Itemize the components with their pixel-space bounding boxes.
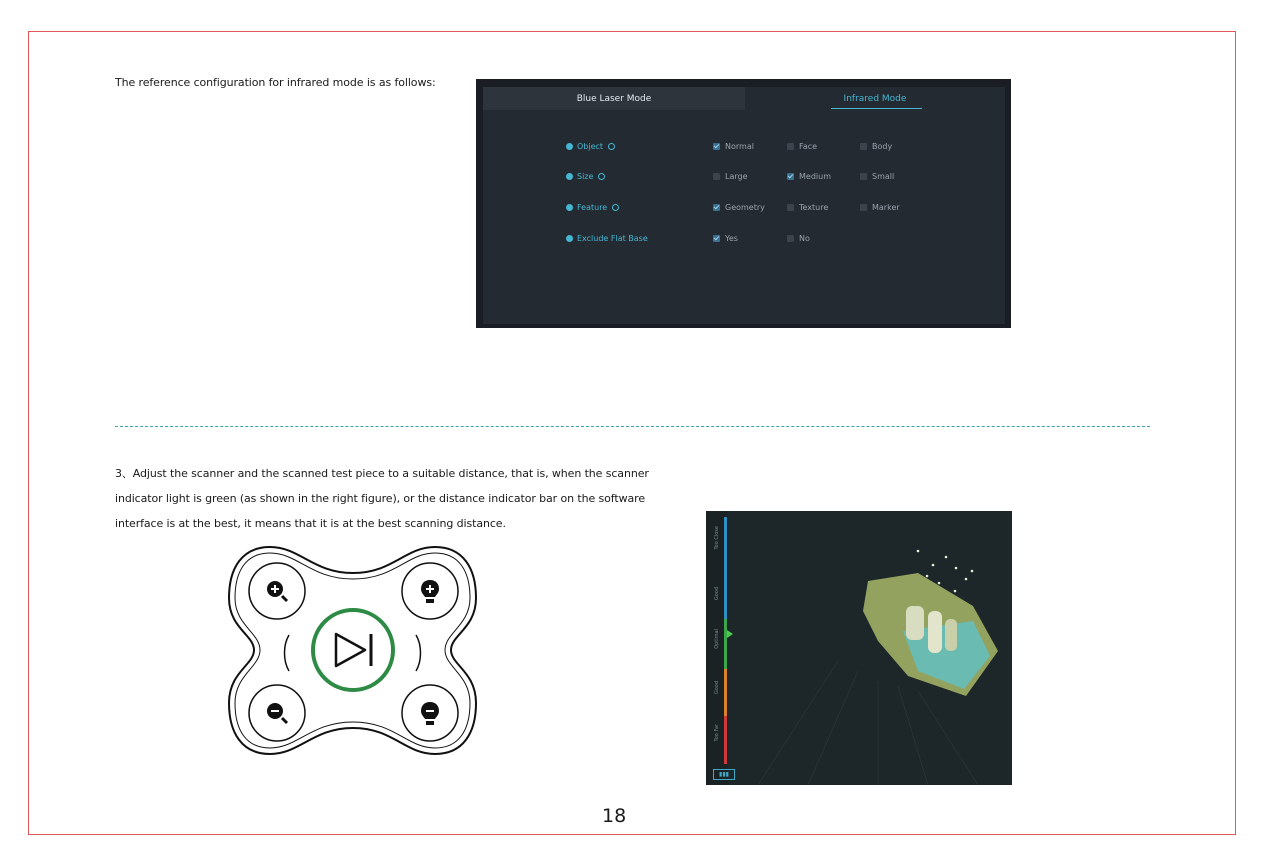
option-row (483, 231, 1005, 245)
bulb-minus-icon (421, 702, 439, 725)
scanner-button-panel (225, 543, 480, 758)
checkbox-unchecked-icon[interactable] (860, 143, 867, 150)
checkbox-unchecked-icon[interactable] (860, 204, 867, 211)
tab-label: Blue Laser Mode (576, 93, 652, 104)
checkbox-unchecked-icon[interactable] (787, 204, 794, 211)
checkbox-unchecked-icon[interactable] (787, 143, 794, 150)
distance-segment-too-far (724, 716, 727, 764)
step-line: interface is at the best, it means that it is at the best scanning distance. (115, 517, 506, 530)
segment-label: Good (714, 587, 720, 601)
active-tab-underline (831, 108, 922, 109)
option-label-text: Exclude Flat Base (577, 233, 648, 243)
distance-segment-good-far (724, 669, 727, 716)
option-category-icon (566, 204, 573, 211)
option-checkbox[interactable] (787, 139, 817, 153)
checkbox-unchecked-icon[interactable] (860, 173, 867, 180)
option-category-icon (566, 235, 573, 242)
segment-label: Too Far (714, 724, 720, 742)
option-label (566, 169, 605, 183)
checkbox-unchecked-icon[interactable] (713, 173, 720, 180)
section-divider (115, 426, 1150, 427)
tab-infrared-mode[interactable] (745, 87, 1005, 110)
option-category-icon (566, 143, 573, 150)
step-paragraph (115, 461, 685, 536)
status-indicator-ring (313, 610, 393, 690)
checkbox-unchecked-icon[interactable] (787, 235, 794, 242)
option-checkbox[interactable] (713, 200, 765, 214)
distance-segment-optimal (724, 619, 727, 669)
option-checkbox[interactable] (713, 231, 738, 245)
checkbox-label: Yes (725, 233, 738, 243)
segment-label: Too Close (714, 526, 720, 550)
option-checkbox[interactable] (713, 139, 754, 153)
checkbox-label: Medium (799, 171, 831, 181)
checkbox-label: Body (872, 141, 893, 151)
help-icon[interactable] (608, 143, 615, 150)
step-line: indicator light is green (as shown in the right figure), or the distance indicator bar on the software (115, 492, 645, 505)
checkbox-label: Marker (872, 202, 900, 212)
option-checkbox[interactable] (713, 169, 748, 183)
option-label-text: Size (577, 171, 594, 181)
checkbox-checked-icon[interactable] (787, 173, 794, 180)
checkbox-label: Normal (725, 141, 754, 151)
help-icon[interactable] (598, 173, 605, 180)
checkbox-checked-icon[interactable] (713, 235, 720, 242)
segment-label: Optimal (714, 629, 720, 649)
checkbox-label: Small (872, 171, 895, 181)
segment-label: Good (714, 681, 720, 695)
scan-view-screenshot (706, 511, 1012, 785)
left-bracket (285, 635, 290, 671)
toolbar-button[interactable]: ▮▮▮ (713, 769, 735, 780)
checkbox-label: Face (799, 141, 818, 151)
option-label-text: Object (577, 141, 604, 151)
mode-tabbar (483, 87, 1005, 110)
checkbox-label: Large (725, 171, 748, 181)
option-row (483, 200, 1005, 214)
checkbox-checked-icon[interactable] (713, 143, 720, 150)
point-cloud-render (728, 511, 1012, 785)
distance-indicator-bar (706, 511, 728, 785)
step-line: 3、Adjust the scanner and the scanned test piece to a suitable distance, that is, when the scanner (115, 467, 649, 480)
help-icon[interactable] (612, 204, 619, 211)
option-checkbox[interactable] (787, 200, 828, 214)
option-checkbox[interactable] (860, 139, 892, 153)
panel-outline (229, 547, 476, 754)
checkbox-label: Texture (799, 202, 829, 212)
option-checkbox[interactable] (787, 231, 810, 245)
distance-segment-too-close (724, 517, 727, 585)
option-checkbox[interactable] (787, 169, 831, 183)
option-label (566, 200, 619, 214)
option-checkbox[interactable] (860, 169, 894, 183)
option-label (566, 231, 648, 245)
option-category-icon (566, 173, 573, 180)
checkbox-label: No (799, 233, 810, 243)
config-screenshot (476, 79, 1011, 328)
right-bracket (416, 635, 421, 671)
option-checkbox[interactable] (860, 200, 900, 214)
intro-text: The reference configuration for infrared mode is as follows: (115, 76, 436, 89)
distance-segment-good-near (724, 585, 727, 619)
option-row (483, 169, 1005, 183)
checkbox-label: Geometry (725, 202, 765, 212)
tab-label: Infrared Mode (843, 93, 907, 104)
tab-blue-laser-mode[interactable] (483, 87, 745, 110)
option-label (566, 139, 615, 153)
checkbox-checked-icon[interactable] (713, 204, 720, 211)
play-pause-icon (336, 634, 365, 666)
option-row (483, 139, 1005, 153)
page-number: 18 (602, 805, 627, 827)
option-label-text: Feature (577, 202, 608, 212)
config-panel (483, 87, 1005, 324)
